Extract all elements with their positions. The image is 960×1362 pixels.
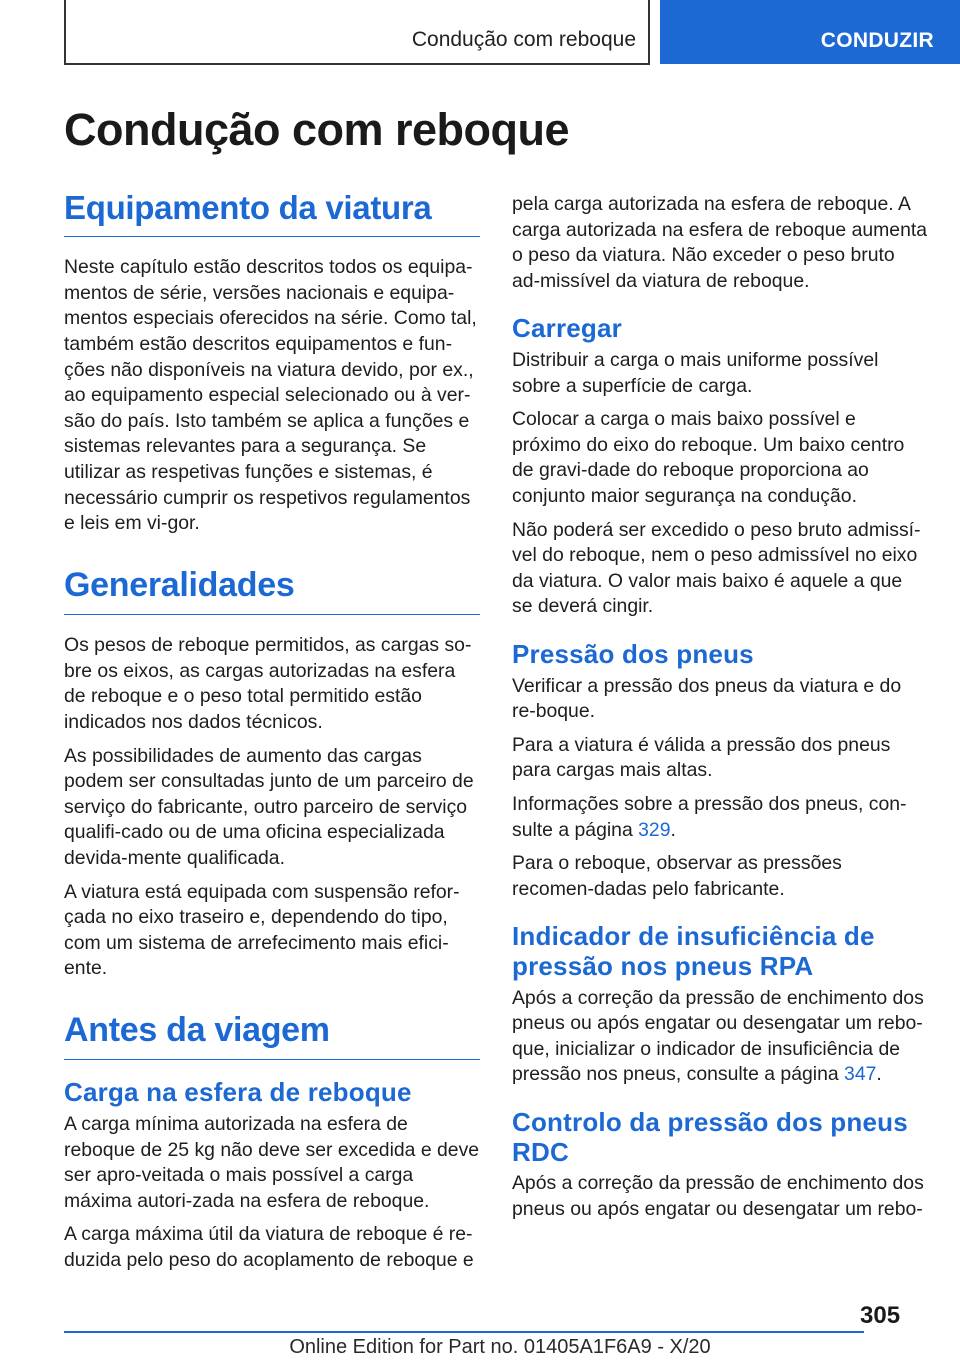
paragraph-rdc: Após a correção da pressão de enchimento dos pneus ou após engatar ou desengatar um rebo- <box>512 1172 924 1220</box>
subheading-rpa: Indicador de insuficiência de pressão nos pneus RPA <box>512 921 875 981</box>
paragraph-tire-pressure-2: Para a viatura é válida a pressão dos pneus para cargas mais altas. <box>512 733 891 782</box>
paragraph-equipment: Neste capítulo estão descritos todos os equipa-mentos de série, versões nacionais e equipa-mentos especiais oferecidos na série. Como tal, também estão descritos equipamentos e fun-ções não disponíveis na viatura devido, por ex., ao equipamento especial selecionado ou à ver-são do país. Isto também se aplica a funções e sistemas relevantes para a segurança. Se utilizar as respetivas funções e sistemas, é necessário cumprir os respetivos regulamentos e leis em vi-gor. <box>64 256 477 535</box>
header-right-rule <box>648 0 650 64</box>
paragraph-rpa <box>512 986 928 1088</box>
paragraph-loading-2: Colocar a carga o mais baixo possível e próximo do eixo do reboque. Um baixo centro de gravi-dade do reboque proporciona ao conjunto maior segurança na condução. <box>512 408 905 507</box>
section-heading-general: Generalidades <box>64 567 480 615</box>
header-section-title: Condução com reboque <box>411 28 636 51</box>
paragraph-general-1: Os pesos de reboque permitidos, as cargas so-bre os eixos, as cargas autorizadas na esfera de reboque e o peso total permitido estão indicados nos dados técnicos. <box>64 634 472 733</box>
subheading-loading: Carregar <box>512 313 622 344</box>
page-link-329[interactable]: 329 <box>638 818 671 841</box>
section-heading-equipment: Equipamento da viatura <box>64 190 480 237</box>
text-rpa: Após a correção da pressão de enchimento dos pneus ou após engatar ou desengatar um rebo-que, inicializar o indicador de insuficiência de pressão nos pneus, consulte a página <box>512 986 924 1086</box>
subheading-tire-pressure: Pressão dos pneus <box>512 638 754 669</box>
right-column <box>512 192 928 1230</box>
paragraph-hitch-load-2: A carga máxima útil da viatura de reboque é re-duzida pelo peso do acoplamento de reboque e <box>64 1223 474 1271</box>
subheading-rdc: Controlo da pressão dos pneus RDC <box>512 1106 908 1167</box>
paragraph-loading-1: Distribuir a carga o mais uniforme possível sobre a superfície de carga. <box>512 349 879 397</box>
text-tire-pressure-ref: Informações sobre a pressão dos pneus, con-sulte a página <box>512 792 907 841</box>
paragraph-general-3: A viatura está equipada com suspensão refor-çada no eixo traseiro e, dependendo do tipo, com um sistema de arrefecimento mais efici-ente. <box>64 880 460 980</box>
header-chapter-tab[interactable] <box>660 0 960 64</box>
subheading-hitch-load: Carga na esfera de reboque <box>64 1077 412 1108</box>
paragraph-tire-pressure-4: Para o reboque, observar as pressões recomen-dadas pelo fabricante. <box>512 852 842 900</box>
page-link-347[interactable]: 347 <box>844 1063 877 1086</box>
footer-rule <box>64 1331 864 1333</box>
page-title: Condução com reboque <box>64 104 570 155</box>
paragraph-hitch-load-1: A carga mínima autorizada na esfera de reboque de 25 kg não deve ser excedida e deve ser apro-veitada o mais possível a carga máxima autori-zada na esfera de reboque. <box>64 1112 480 1212</box>
paragraph-loading-3: Não poderá ser excedido o peso bruto admissí-vel do reboque, nem o peso admissível no eixo da viatura. O valor mais baixo é aquele a que se deverá cingir. <box>512 518 921 618</box>
header-bottom-rule <box>64 63 650 65</box>
text-period: . <box>670 818 676 841</box>
header-chapter-label: CONDUZIR <box>820 29 934 52</box>
page-number: 305 <box>860 1302 901 1329</box>
section-heading-before-trip: Antes da viagem <box>64 1012 480 1060</box>
paragraph-tire-pressure-3 <box>512 792 928 843</box>
paragraph-tire-pressure-1: Verificar a pressão dos pneus da viatura e do re-boque. <box>512 674 902 723</box>
footer-edition: Online Edition for Part no. 01405A1F6A9 - X/20 <box>289 1336 711 1358</box>
left-column <box>64 190 480 1282</box>
paragraph-hitch-load-continued: pela carga autorizada na esfera de reboque. A carga autorizada na esfera de reboque aumenta o peso da viatura. Não exceder o peso bruto ad-missível da viatura de reboque. <box>512 193 928 292</box>
text-period: . <box>876 1063 882 1086</box>
paragraph-general-2: As possibilidades de aumento das cargas podem ser consultadas junto de um parceiro de serviço do fabricante, outro parceiro de serviço qualifi-cado ou de uma oficina especializada devida-mente qualificada. <box>64 744 474 869</box>
